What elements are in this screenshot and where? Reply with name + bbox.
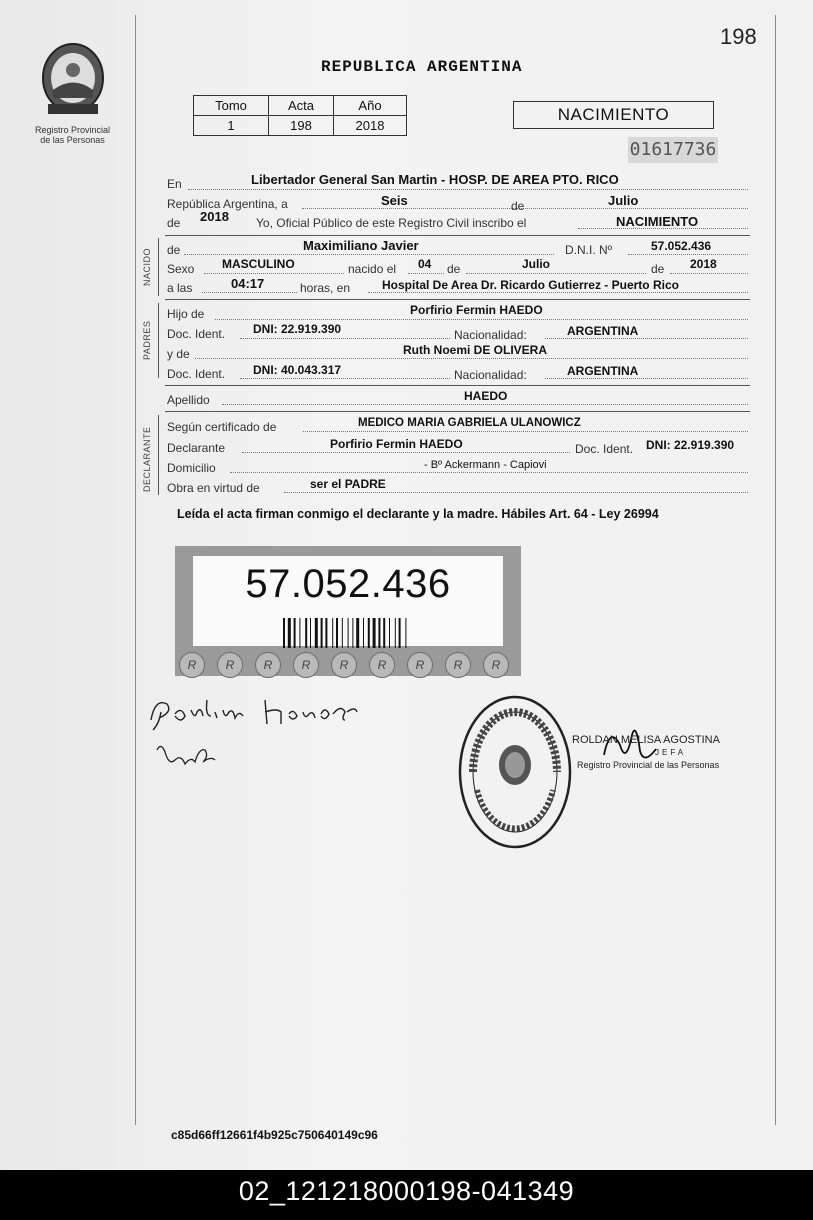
barcode-bar xyxy=(299,618,300,648)
barcode-bar xyxy=(315,618,318,648)
logo-caption-line-2: de las Personas xyxy=(40,135,105,145)
dotted-line xyxy=(222,404,748,405)
dotted-line xyxy=(188,189,748,190)
watermark-r-icon: R xyxy=(255,652,281,678)
barcode-bar xyxy=(363,618,364,648)
barcode-bar xyxy=(288,618,291,648)
dotted-line xyxy=(545,338,748,339)
nombre-nacido: Maximiliano Javier xyxy=(303,238,419,253)
nacido-section-label: NACIDO xyxy=(142,247,152,286)
y-de-label: y de xyxy=(167,347,190,361)
lugar-inscripcion: Libertador General San Martin - HOSP. DE AREA PTO. RICO xyxy=(251,172,619,187)
dni-nacido: 57.052.436 xyxy=(651,239,712,253)
watermark-r-icon: R xyxy=(445,652,471,678)
official-stamp-icon xyxy=(455,690,580,855)
nacido-bracket xyxy=(158,238,159,296)
republica-label: República Argentina, a xyxy=(167,197,288,211)
barcode-bar xyxy=(383,618,385,648)
barcode-bar xyxy=(348,618,349,648)
document-title: REPUBLICA ARGENTINA xyxy=(321,58,523,76)
barcode-bar xyxy=(368,618,370,648)
declarante-doc-label: Doc. Ident. xyxy=(575,442,634,456)
watermark-r-icon: R xyxy=(331,652,357,678)
apellido-label: Apellido xyxy=(167,393,210,407)
madre-doc-label: Doc. Ident. xyxy=(167,367,226,381)
dotted-line xyxy=(195,358,748,359)
watermark-r-icon: R xyxy=(293,652,319,678)
header-acta: Acta xyxy=(269,96,334,116)
hijo-de-label: Hijo de xyxy=(167,307,205,321)
barcode-bar xyxy=(305,618,307,648)
domicilio-label: Domicilio xyxy=(167,461,216,475)
barcode-bar xyxy=(405,618,406,648)
dia-nacimiento: 04 xyxy=(418,257,432,271)
watermark-r-icon: R xyxy=(369,652,395,678)
padre-nacionalidad-label: Nacionalidad: xyxy=(454,328,527,342)
logo-caption-line-1: Registro Provincial xyxy=(34,125,111,135)
barcode-bar xyxy=(321,618,323,648)
dotted-line xyxy=(215,319,748,320)
barcode-bar xyxy=(310,618,311,648)
declarante-section-label: DECLARANTE xyxy=(142,426,152,492)
madre-nacionalidad-label: Nacionalidad: xyxy=(454,368,527,382)
dotted-line xyxy=(202,292,297,293)
dotted-line xyxy=(670,273,748,274)
padre-doc-label: Doc. Ident. xyxy=(167,327,226,341)
apellido-value: HAEDO xyxy=(464,389,508,403)
leida-statement: Leída el acta firman conmigo el declarante y la madre. Hábiles Art. 64 - Ley 26994 xyxy=(177,507,659,521)
mes-inscripcion: Julio xyxy=(608,193,639,208)
declarante-label: Declarante xyxy=(167,441,226,455)
barcode-icon xyxy=(283,618,483,648)
horas-en-label: horas, en xyxy=(300,281,351,295)
barcode-bar xyxy=(332,618,333,648)
barcode-bar xyxy=(356,618,359,648)
dotted-line xyxy=(204,273,344,274)
barcode-bar xyxy=(399,618,401,648)
barcode-bar xyxy=(294,618,296,648)
padre-nombre: Porfirio Fermin HAEDO xyxy=(410,303,543,317)
barcode-number: 57.052.436 xyxy=(245,562,451,606)
value-acta: 198 xyxy=(269,116,334,136)
dotted-line xyxy=(184,254,554,255)
nacido-el-label: nacido el xyxy=(348,262,397,276)
provincial-seal-icon xyxy=(38,40,108,120)
inscribo-value: NACIMIENTO xyxy=(616,214,699,229)
barcode-bar xyxy=(342,618,343,648)
left-margin-line xyxy=(135,15,136,1125)
hora-nacimiento: 04:17 xyxy=(231,276,265,291)
dotted-line xyxy=(240,378,450,379)
dotted-line xyxy=(545,378,748,379)
page-number: 198 xyxy=(720,24,757,49)
dotted-line xyxy=(240,338,450,339)
dotted-line xyxy=(628,254,748,255)
stamp-name: ROLDAN MELISA AGOSTINA xyxy=(572,734,720,746)
dotted-line xyxy=(284,492,748,493)
watermark-r-icon: R xyxy=(217,652,243,678)
header-anio: Año xyxy=(334,96,407,116)
dotted-line xyxy=(368,292,748,293)
de-label-4: de xyxy=(651,262,665,276)
barcode-bar xyxy=(336,618,338,648)
madre-nombre: Ruth Noemi DE OLIVERA xyxy=(403,343,548,357)
padres-section-label: PADRES xyxy=(142,320,152,360)
dotted-line xyxy=(408,273,444,274)
dotted-line xyxy=(466,273,646,274)
footer-document-id: 02_121218000198-041349 xyxy=(0,1170,813,1220)
en-label: En xyxy=(167,177,182,191)
alas-label: a las xyxy=(167,281,193,295)
header-tomo: Tomo xyxy=(194,96,269,116)
value-tomo: 1 xyxy=(194,116,269,136)
madre-nacionalidad: ARGENTINA xyxy=(567,364,639,378)
dotted-line xyxy=(230,472,748,473)
record-type-box: NACIMIENTO xyxy=(513,101,714,129)
dotted-line xyxy=(302,208,748,209)
padre-nacionalidad: ARGENTINA xyxy=(567,324,639,338)
barcode-bar xyxy=(373,618,376,648)
declarante-value: Porfirio Fermin HAEDO xyxy=(330,437,463,451)
stamp-office: Registro Provincial de las Personas xyxy=(577,760,720,770)
certificado-value: MEDICO MARIA GABRIELA ULANOWICZ xyxy=(358,417,581,429)
barcode-bar xyxy=(352,618,353,648)
domicilio-value: - Bº Ackermann - Capiovi xyxy=(424,459,547,471)
barcode-bar xyxy=(378,618,380,648)
mes-nacimiento: Julio xyxy=(522,257,551,271)
padres-bracket xyxy=(158,303,159,378)
record-table xyxy=(193,95,407,136)
dotted-line xyxy=(242,452,570,453)
lugar-nacimiento: Hospital De Area Dr. Ricardo Gutierrez - Puerto Rico xyxy=(382,278,679,292)
divider xyxy=(165,299,750,300)
value-anio: 2018 xyxy=(334,116,407,136)
barcode-card xyxy=(175,546,521,676)
dia-inscripcion: Seis xyxy=(381,193,408,208)
signature-declarante-icon xyxy=(145,690,365,790)
barcode-bar xyxy=(389,618,390,648)
divider xyxy=(165,385,750,386)
barcode-bar xyxy=(395,618,396,648)
stamp-role: JEFA xyxy=(655,748,687,757)
de-label-3: de xyxy=(447,262,461,276)
document-hash: c85d66ff12661f4b925c750640149c96 xyxy=(171,1128,378,1142)
anio-nacimiento: 2018 xyxy=(690,257,717,271)
barcode-bar xyxy=(283,618,285,648)
divider xyxy=(165,235,750,236)
watermark-r-icon: R xyxy=(483,652,509,678)
watermark-r-icon: R xyxy=(407,652,433,678)
watermark-r-icon: R xyxy=(179,652,205,678)
obra-value: ser el PADRE xyxy=(310,477,386,491)
certificado-label: Según certificado de xyxy=(167,420,277,434)
barcode-label xyxy=(193,556,503,646)
barcode-bar xyxy=(325,618,327,648)
sexo-label: Sexo xyxy=(167,262,195,276)
padre-dni: DNI: 22.919.390 xyxy=(253,322,342,336)
de-label: de xyxy=(511,199,525,213)
obra-label: Obra en virtud de xyxy=(167,481,260,495)
de-label-2: de xyxy=(167,216,181,230)
registry-logo xyxy=(25,40,120,145)
oficial-text: Yo, Oficial Público de este Registro Civil inscribo el xyxy=(256,216,527,230)
dotted-line xyxy=(303,431,748,432)
right-margin-line xyxy=(775,15,776,1125)
declarante-bracket xyxy=(158,415,159,495)
divider xyxy=(165,411,750,412)
madre-dni: DNI: 40.043.317 xyxy=(253,363,342,377)
sexo-value: MASCULINO xyxy=(222,257,295,271)
declarante-doc-value: DNI: 22.919.390 xyxy=(646,438,735,452)
anio-inscripcion: 2018 xyxy=(200,209,229,224)
serial-number: 01617736 xyxy=(628,137,718,163)
nacido-de-label: de xyxy=(167,243,181,257)
dni-label: D.N.I. Nº xyxy=(565,243,613,257)
